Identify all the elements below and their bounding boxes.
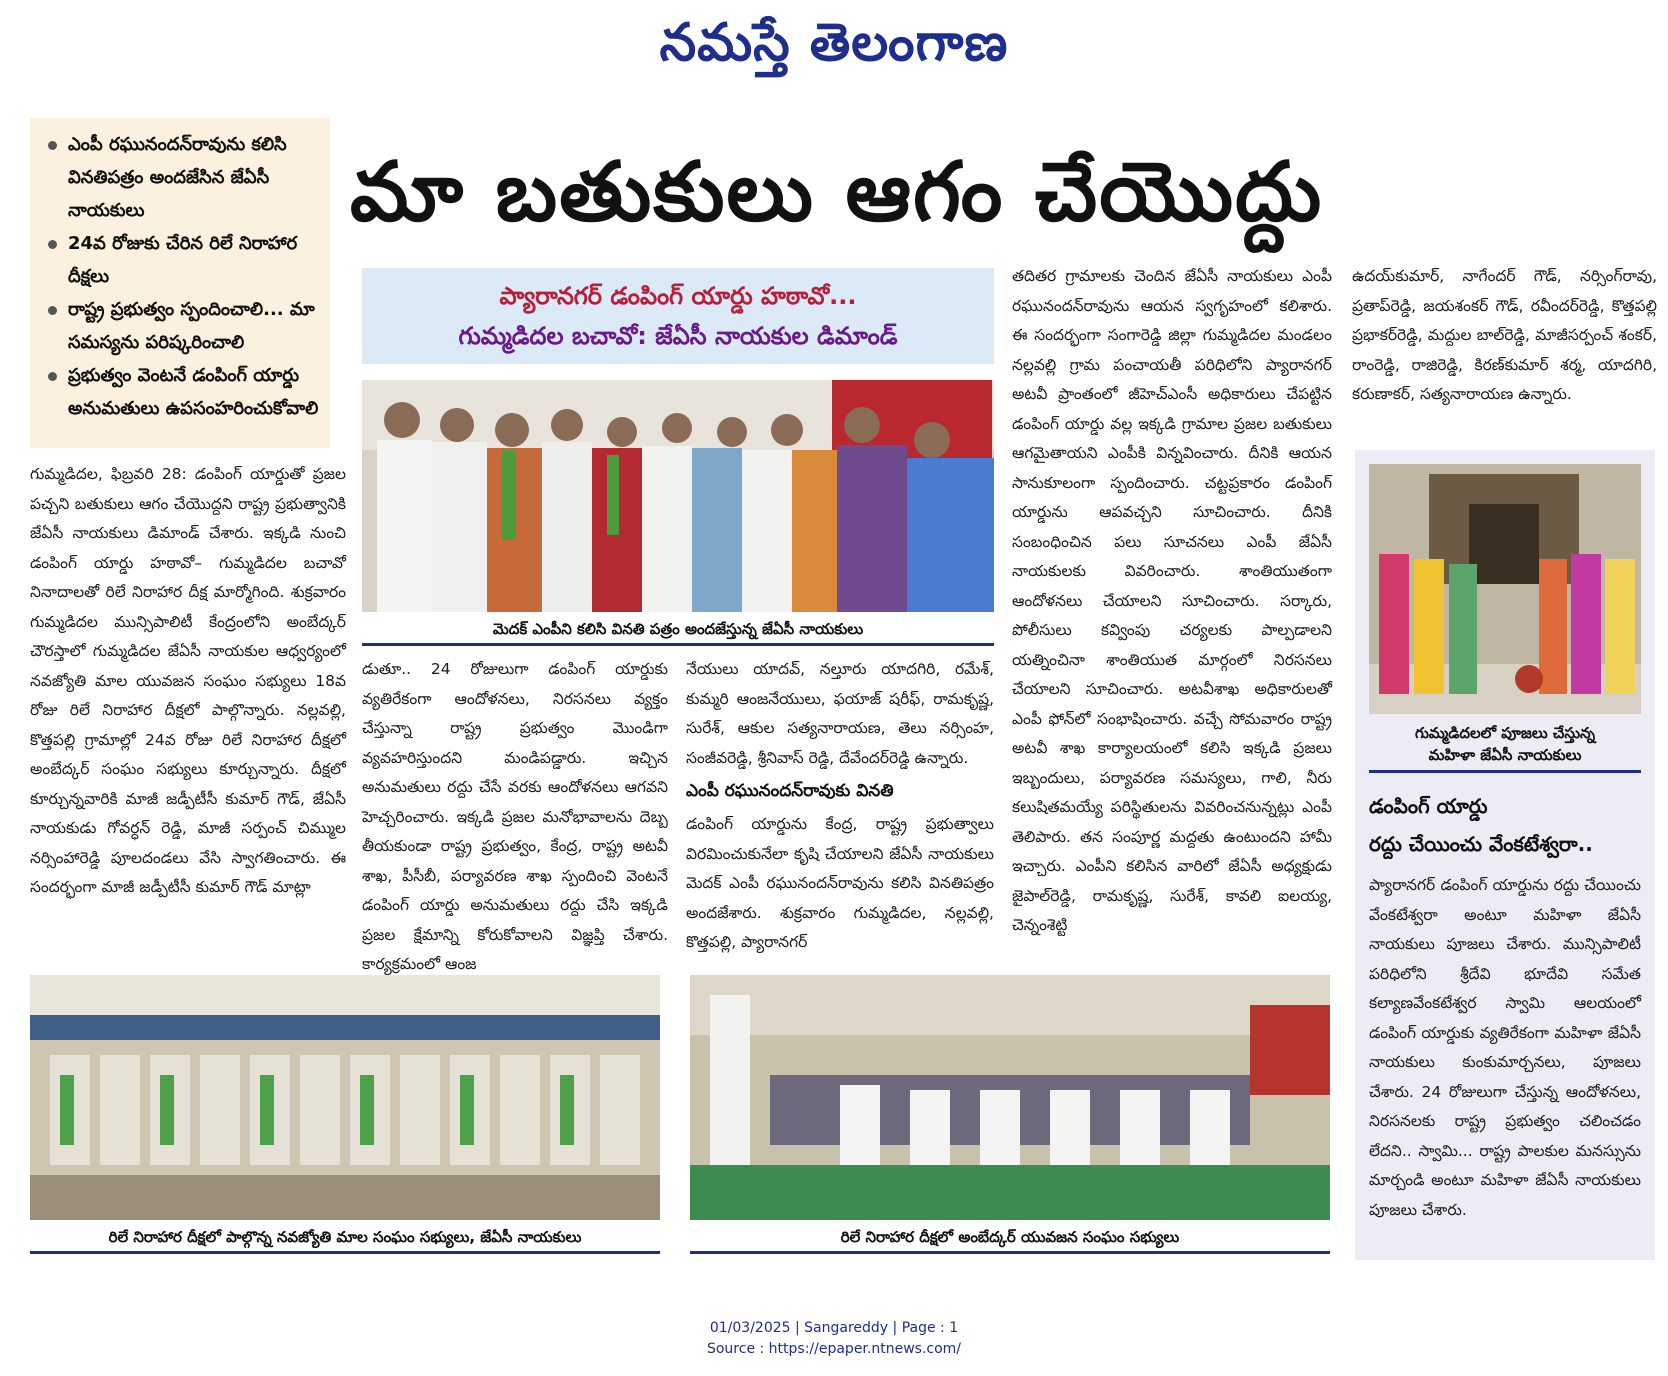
highlights-box bbox=[30, 118, 330, 448]
highlight-item: ప్రభుత్వం వెంటనే డంపింగ్ యార్డు అనుమతులు ఉపసంహరించుకోవాలి bbox=[68, 359, 320, 425]
photo-main-caption: మెదక్ ఎంపీని కలిసి వినతి పత్రం అందజేస్తున్న జేఏసీ నాయకులు bbox=[362, 618, 994, 646]
photo-bottom-right bbox=[690, 975, 1330, 1220]
subheadline-line1: ప్యారానగర్ డంపింగ్ యార్డు హఠావో... bbox=[499, 282, 857, 310]
article-column-5: ఉదయ్‌కుమార్, నాగేందర్ గౌడ్, నర్సింగ్‌రావు, ప్రతాప్‌రెడ్డి, జయశంకర్ గౌడ్, రవీందర్‌రెడ్డి, కొత్తపల్లి ప్రభాకర్‌రెడ్డి, మద్దుల బాల్‌రెడ్డి, మాజీసర్పంచ్ శంకర్, రాంరెడ్డి, రాజిరెడ్డి, కిరణ్‌కుమార్ శర్మ, యాదగిరి, కరుణాకర్, సత్యనారాయణ ఉన్నారు. bbox=[1352, 267, 1657, 403]
article-column-1: గుమ్మడిదల, ఫిబ్రవరి 28: డంపింగ్ యార్డుతో ప్రజల పచ్చని బతుకులు ఆగం చేయొద్దని రాష్ట్ర ప్రభుత్వానికి జేఏసీ నాయకులు డిమాండ్ చేశారు. ఇక్కడి నుంచి డంపింగ్ యార్డు హఠావో– గుమ్మడిదల బచావో నినాదాలతో రిలే నిరాహార దీక్ష మార్మోగింది. శుక్రవారం గుమ్మడిదల మున్సిపాలిటీ కేంద్రంలోని అంబేద్కర్ చౌరస్తాలో గుమ్మడిదల జేఏసీ నాయకుల ఆధ్వర్యంలో నవజ్యోతి మాల యువజన సంఘం సభ్యులు 18వ రోజు రిలే నిరాహార దీక్షలో పాల్గొన్నారు. నల్లవల్లి, కొత్తపల్లి గ్రామాల్లో 24వ రోజు రిలే నిరాహార దీక్షలో అంబేద్కర్ సంఘం సభ్యులు కూర్చున్నారు. దీక్షలో కూర్చున్నవారికి మాజీ జడ్పీటీసీ కుమార్ గౌడ్, జేఏసీ నాయకుడు గోవర్ధన్ రెడ్డి, మాజీ సర్పంచ్ చిమ్ముల నర్సింహారెడ్డి పూలదండలు వేసి స్వాగతించారు. ఈ సందర్భంగా మాజీ జడ్పీటీసీ కుమార్ గౌడ్ మాట్లా bbox=[30, 465, 346, 896]
subheadline-box bbox=[362, 268, 994, 364]
photo-bottom-left-graphic bbox=[30, 975, 660, 1220]
sidebar-title-line1: డంపింగ్ యార్డు bbox=[1369, 794, 1488, 818]
photo-bottom-left-caption: రిలే నిరాహార దీక్షలో పాల్గొన్న నవజ్యోతి మాల సంఘం సభ్యులు, జేఏసీ నాయకులు bbox=[30, 1226, 660, 1254]
sidebar-box bbox=[1355, 450, 1655, 1260]
sidebar-text: ప్యారానగర్ డంపింగ్ యార్డును రద్దు చేయించు వేంకటేశ్వరా అంటూ మహిళా జేఏసీ నాయకులు పూజలు చేశారు. మున్సిపాలిటీ పరిధిలోని శ్రీదేవి భూదేవి సమేత కల్యాణవేంకటేశ్వర స్వామి ఆలయంలో డంపింగ్ యార్డుకు వ్యతిరేకంగా మహిళా జేఏసీ నాయకులు కుంకుమార్చనలు, పూజలు చేశారు. 24 రోజులుగా చేస్తున్న ఆందోళనలు, నిరసనలకు రాష్ట్ర ప్రభుత్వం చలించడం లేదని.. స్వామి... రాష్ట్ర పాలకుల మనస్సును మార్చండి అంటూ మహిళా జేఏసీ నాయకులు పూజలు చేశారు. bbox=[1369, 876, 1641, 1219]
subheadline-line2: గుమ్మడిదల బచావో: జేఏసీ నాయకుల డిమాండ్ bbox=[458, 322, 898, 350]
article-column-3 bbox=[686, 655, 994, 955]
photo-bottom-right-graphic bbox=[690, 975, 1330, 1220]
photo-main bbox=[362, 380, 994, 612]
highlight-item: 24వ రోజుకు చేరిన రిలే నిరాహార దీక్షలు bbox=[68, 227, 320, 293]
highlights-list bbox=[42, 128, 320, 425]
masthead-logo: నమస్తే తెలంగాణ bbox=[659, 12, 1009, 73]
photo-bottom-right-caption: రిలే నిరాహార దీక్షలో అంబేద్కర్ యువజన సంఘం సభ్యులు bbox=[690, 1226, 1330, 1254]
photo-side bbox=[1369, 464, 1641, 714]
article-column-4: తదితర గ్రామాలకు చెందిన జేఏసీ నాయకులు ఎంపీ రఘునందన్‌రావును ఆయన స్వగృహంలో కలిశారు. ఈ సందర్భంగా సంగారెడ్డి జిల్లా గుమ్మడిదల మండలం నల్లవల్లి గ్రామ పంచాయతీ పరిధిలోని ప్యారానగర్ అటవీ ప్రాంతంలో జీహెచ్‌ఎంసీ అధికారులు చేపట్టిన డంపింగ్ యార్డు వల్ల ఇక్కడి గ్రామాల ప్రజల బతుకులు ఆగమైతాయని ఎంపీకి విన్నవించారు. దీనికి ఆయన సానుకూలంగా స్పందించారు. చట్టప్రకారం డంపింగ్ యార్డును ఆపవచ్చని సూచించారు. దీనికి సంబంధించిన పలు సూచనలు ఎంపీ జేఏసీ నాయకులకు వివరించారు. శాంతియుతంగా ఆందోళనలు చేయాలని సూచించారు. సర్కారు, పోలీసులు కవ్వింపు చర్యలకు పాల్పడాలని యత్నించినా శాంతియుత మార్గంలో నిరసనలు చేయాలని సూచించారు. అటవీశాఖ అధికారులతో ఎంపీ ఫోన్‌లో సంభాషించారు. వచ్చే సోమవారం రాష్ట్ర అటవీ శాఖ కార్యాలయంలో కలిసి ఇక్కడి ప్రజలు ఇబ్బందులు, పర్యావరణ సమస్యలు, గాలి, నీరు కలుషితమయ్యే పరిస్థితులను వివరించనున్నట్లు ఎంపీ తెలిపారు. తన సంపూర్ణ మద్దతు ఉంటుందని హామీ ఇచ్చారు. ఎంపీని కలిసిన వారిలో జేఏసీ అధ్యక్షుడు జైపాల్‌రెడ్డి, రామకృష్ణ, సురేశ్, కావలి ఐలయ్య, చెన్నంశెట్టి bbox=[1012, 267, 1332, 934]
footer-source: Source : https://epaper.ntnews.com/ bbox=[706, 1341, 962, 1357]
photo-side-caption-line2: మహిళా జేఏసీ నాయకులు bbox=[1369, 744, 1641, 773]
photo-side-caption-line1: గుమ్మడిదలలో పూజలు చేస్తున్న bbox=[1414, 724, 1596, 742]
highlight-item: రాష్ట్ర ప్రభుత్వం స్పందించాలి... మా సమస్యను పరిష్కరించాలి bbox=[68, 293, 320, 359]
photo-main-graphic bbox=[362, 380, 994, 612]
photo-bottom-left bbox=[30, 975, 660, 1220]
article-column-2: డుతూ.. 24 రోజులుగా డంపింగ్ యార్డుకు వ్యతిరేకంగా ఆందోళనలు, నిరసనలు వ్యక్తం చేస్తున్నా రాష్ట్ర ప్రభుత్వం మొండిగా వ్యవహరిస్తుందని మండిపడ్డారు. ఇచ్చిన అనుమతులు రద్దు చేసే వరకు ఆందోళనలు ఆగవని హెచ్చరించారు. ఇక్కడి ప్రజల మనోభావాలను దెబ్బ తీయకుండా రాష్ట్ర ప్రభుత్వం, కేంద్ర, రాష్ట్ర అటవీ శాఖ, పీసీబీ, పర్యావరణ శాఖ స్పందించి వెంటనే డంపింగ్ యార్డు అనుమతులు రద్దు చేసి ఇక్కడి ప్రజల క్షేమాన్ని కోరుకోవాలని విజ్ఞప్తి చేశారు. కార్యక్రమంలో ఆంజ bbox=[362, 660, 668, 973]
main-headline: మా బతుకులు ఆగం చేయొద్దు bbox=[350, 145, 1324, 240]
footer-dateline: 01/03/2025 | Sangareddy | Page : 1 bbox=[709, 1320, 959, 1336]
footer bbox=[0, 1318, 1668, 1360]
sidebar-title-line2: రద్దు చేయించు వేంకటేశ్వరా.. bbox=[1369, 832, 1593, 856]
article-column-3-text-b: డంపింగ్ యార్డును కేంద్ర, రాష్ట్ర ప్రభుత్వాలు విరమించుకునేలా కృషి చేయాలని జేఏసీ నాయకులు మెదక్ ఎంపీ రఘునందన్‌రావును కలిసి వినతిపత్రం అందజేశారు. శుక్రవారం గుమ్మడిదల, నల్లవల్లి, కొత్తపల్లి, ప్యారానగర్ bbox=[686, 815, 994, 951]
section-subhead: ఎంపీ రఘునందన్‌రావుకు వినతి bbox=[686, 781, 894, 801]
highlight-item: ఎంపీ రఘునందన్‌రావును కలిసి వినతిపత్రం అందజేసిన జేఏసీ నాయకులు bbox=[68, 128, 320, 227]
article-column-3-text-a: నేయులు యాదవ్, నల్తూరు యాదగిరి, రమేశ్, కుమ్మరి ఆంజనేయులు, ఫయాజ్ షరీఫ్, రామకృష్ణ, సురేశ్, ఆకుల సత్యనారాయణ, తెలు నర్సింహ, సంజీవరెడ్డి, శ్రీనివాస్ రెడ్డి, దేవేందర్‌రెడ్డి ఉన్నారు. bbox=[686, 660, 994, 767]
photo-side-graphic bbox=[1369, 464, 1641, 714]
